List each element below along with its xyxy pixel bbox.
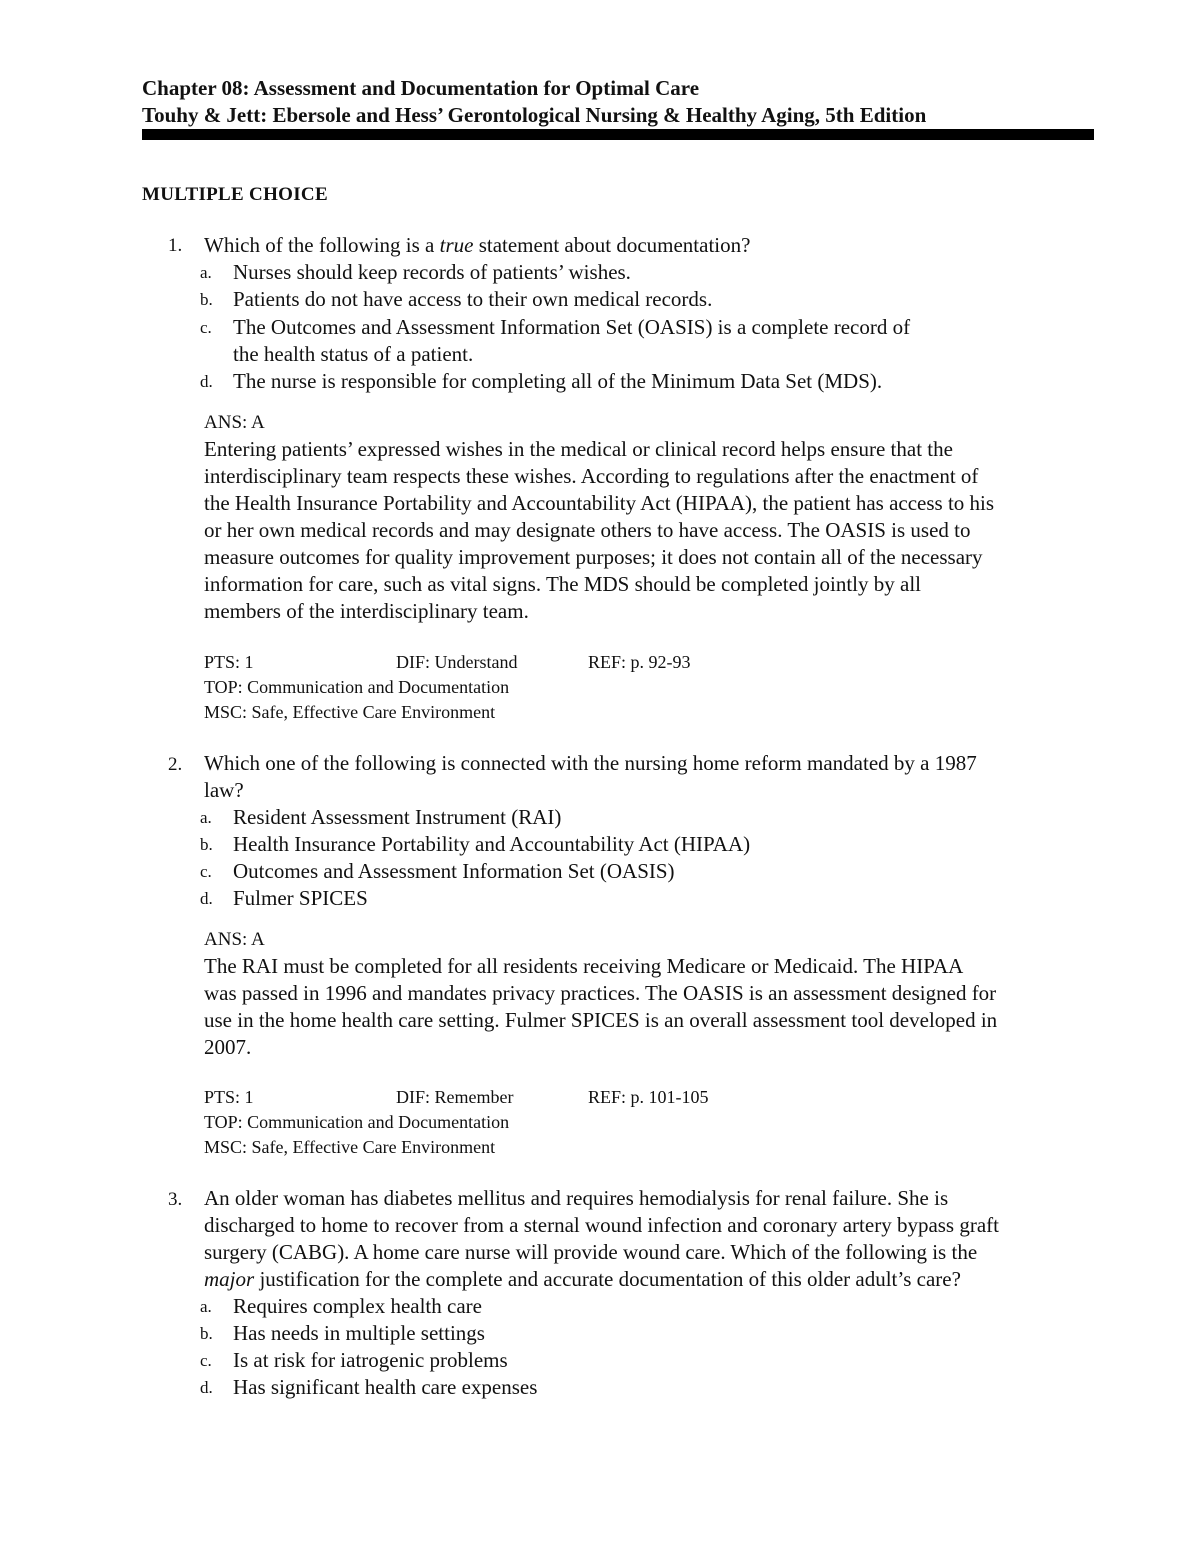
- question-stem: law?: [204, 778, 244, 802]
- rationale-line: use in the home health care setting. Fulmer SPICES is an overall assessment tool developed in: [204, 1008, 998, 1032]
- question-stem: Which one of the following is connected with the nursing home reform mandated by a 1987: [204, 751, 977, 775]
- rationale-line: or her own medical records and may designate others to have access. The OASIS is used to: [204, 518, 971, 542]
- option-text: Outcomes and Assessment Information Set (OASIS): [233, 859, 675, 883]
- option-letter: c.: [200, 1351, 212, 1370]
- question-number: 3.: [168, 1189, 183, 1210]
- rationale-line: 2007.: [204, 1035, 252, 1059]
- option-letter: d.: [200, 889, 213, 908]
- rationale-line: measure outcomes for quality improvement purposes; it does not contain all of the necessary: [204, 545, 983, 569]
- option-letter: c.: [200, 318, 212, 337]
- client-needs: MSC: Safe, Effective Care Environment: [204, 702, 496, 722]
- emphasis-text: true: [439, 233, 474, 257]
- rationale-line: The RAI must be completed for all residents receiving Medicare or Medicaid. The HIPAA: [204, 954, 964, 978]
- option-text: Requires complex health care: [233, 1294, 482, 1318]
- option-text: Patients do not have access to their own medical records.: [233, 287, 713, 311]
- answer-key: ANS: A: [204, 929, 265, 950]
- book-title: Touhy & Jett: Ebersole and Hess’ Gerontological Nursing & Healthy Aging, 5th Edition: [142, 103, 927, 127]
- option-letter: a.: [200, 1297, 212, 1316]
- rationale-line: interdisciplinary team respects these wishes. According to regulations after the enactment of: [204, 464, 979, 488]
- topic: TOP: Communication and Documentation: [204, 677, 510, 697]
- emphasis-text: major: [204, 1267, 255, 1291]
- rationale-line: was passed in 1996 and mandates privacy practices. The OASIS is an assessment designed for: [204, 981, 997, 1005]
- option-text: Has significant health care expenses: [233, 1375, 538, 1399]
- question-stem: major justification for the complete and accurate documentation of this older adult’s care?: [204, 1267, 961, 1291]
- page-reference: REF: p. 92-93: [588, 652, 691, 672]
- question-stem: Which of the following is a true statement about documentation?: [204, 233, 751, 257]
- option-text: the health status of a patient.: [233, 342, 474, 366]
- option-text: The nurse is responsible for completing all of the Minimum Data Set (MDS).: [233, 369, 883, 393]
- answer-key: ANS: A: [204, 412, 265, 433]
- topic: TOP: Communication and Documentation: [204, 1112, 510, 1132]
- rationale-line: information for care, such as vital signs. The MDS should be completed jointly by all: [204, 572, 921, 596]
- option-letter: b.: [200, 835, 213, 854]
- question-stem: surgery (CABG). A home care nurse will provide wound care. Which of the following is the: [204, 1240, 978, 1264]
- points: PTS: 1: [204, 652, 254, 672]
- option-text: Nurses should keep records of patients’ wishes.: [233, 260, 631, 284]
- option-letter: b.: [200, 1324, 213, 1343]
- question-stem: discharged to home to recover from a sternal wound infection and coronary artery bypass graft: [204, 1213, 999, 1237]
- points: PTS: 1: [204, 1087, 254, 1107]
- question-number: 2.: [168, 754, 183, 775]
- rationale-line: members of the interdisciplinary team.: [204, 599, 529, 623]
- option-text: Has needs in multiple settings: [233, 1321, 485, 1345]
- option-letter: a.: [200, 263, 212, 282]
- header-rule: [142, 129, 1094, 140]
- question-number: 1.: [168, 235, 183, 256]
- option-letter: d.: [200, 1378, 213, 1397]
- page-reference: REF: p. 101-105: [588, 1087, 709, 1107]
- option-text: Is at risk for iatrogenic problems: [233, 1348, 508, 1372]
- chapter-title: Chapter 08: Assessment and Documentation for Optimal Care: [142, 76, 700, 100]
- option-letter: a.: [200, 808, 212, 827]
- option-letter: d.: [200, 372, 213, 391]
- client-needs: MSC: Safe, Effective Care Environment: [204, 1137, 496, 1157]
- question-stem: An older woman has diabetes mellitus and requires hemodialysis for renal failure. She is: [204, 1186, 949, 1210]
- option-text: Fulmer SPICES: [233, 886, 368, 910]
- option-text: The Outcomes and Assessment Information Set (OASIS) is a complete record of: [233, 315, 911, 339]
- rationale-line: the Health Insurance Portability and Accountability Act (HIPAA), the patient has access to his: [204, 491, 995, 515]
- option-text: Resident Assessment Instrument (RAI): [233, 805, 562, 829]
- section-title: MULTIPLE CHOICE: [142, 184, 328, 205]
- difficulty: DIF: Understand: [396, 652, 518, 672]
- option-letter: c.: [200, 862, 212, 881]
- rationale-line: Entering patients’ expressed wishes in the medical or clinical record helps ensure that the: [204, 437, 953, 461]
- difficulty: DIF: Remember: [396, 1087, 514, 1107]
- option-letter: b.: [200, 290, 213, 309]
- option-text: Health Insurance Portability and Accountability Act (HIPAA): [233, 832, 751, 856]
